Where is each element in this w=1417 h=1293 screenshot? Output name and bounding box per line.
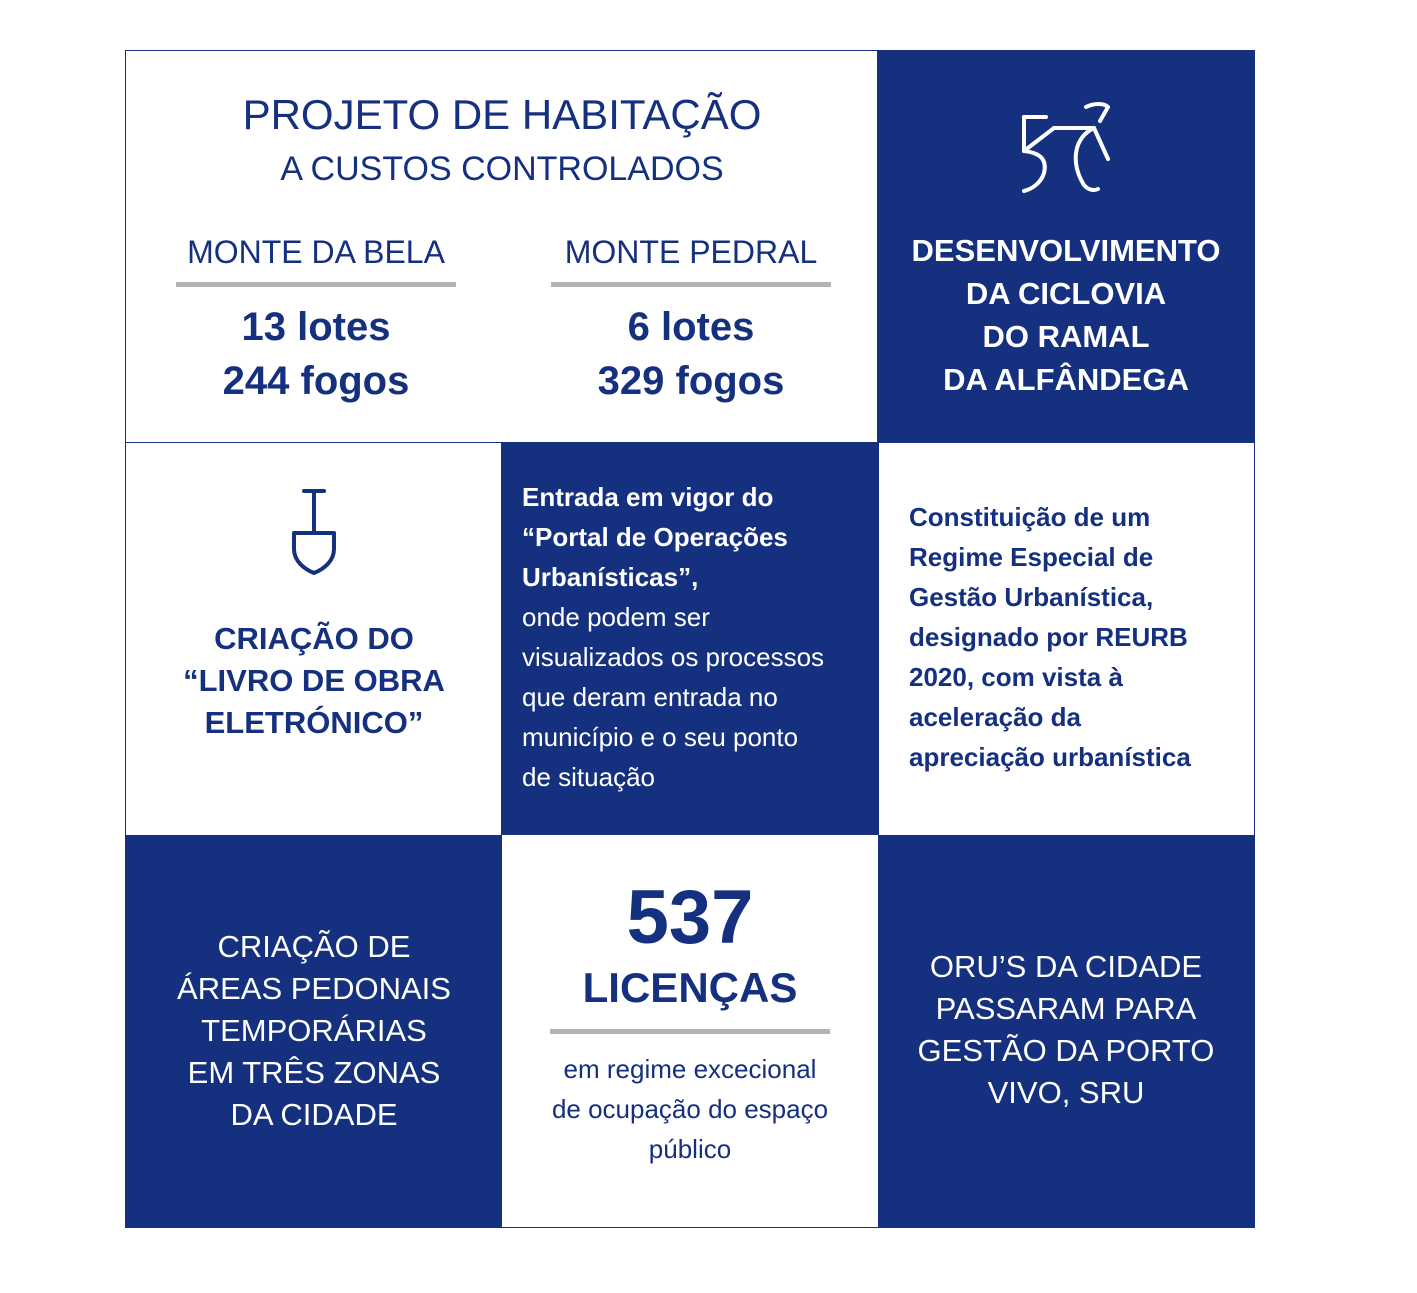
cycle-lane-line-1: DESENVOLVIMENTO <box>911 233 1221 268</box>
column-monte-pedral-name: MONTE PEDRAL <box>564 234 818 270</box>
divider-rule <box>176 282 456 287</box>
reurb-line-5: 2020, com vista à <box>909 662 1123 692</box>
licenses-line-1: em regime excecional <box>563 1054 817 1084</box>
reurb-line-4: designado por REURB <box>909 622 1188 652</box>
pedestrian-line-3: TEMPORÁRIAS <box>201 1013 427 1048</box>
urban-operations-portal-panel <box>502 443 878 835</box>
divider-rule <box>550 1029 830 1034</box>
reurb-line-7: apreciação urbanística <box>909 742 1191 772</box>
cycle-lane-line-3: DO RAMAL <box>982 319 1150 354</box>
cycle-lane-line-4: DA ALFÂNDEGA <box>943 362 1189 397</box>
portal-bold-line-3: Urbanísticas”, <box>522 562 699 592</box>
pedestrian-line-1: CRIAÇÃO DE <box>217 929 411 964</box>
monte-da-bela-lotes: 13 lotes <box>241 305 391 349</box>
pedestrian-line-5: DA CIDADE <box>230 1097 398 1132</box>
bicycle-icon <box>1014 101 1114 197</box>
reurb-regime-panel <box>878 443 1254 835</box>
oru-line-2: PASSARAM PARA <box>935 991 1197 1026</box>
divider-rule <box>551 282 831 287</box>
portal-line-5: de situação <box>522 762 655 792</box>
portal-line-3: que deram entrada no <box>522 682 778 712</box>
reurb-line-2: Regime Especial de <box>909 542 1154 572</box>
licenses-label: LICENÇAS <box>582 964 798 1011</box>
pedestrian-line-2: ÁREAS PEDONAIS <box>177 971 451 1006</box>
reurb-line-6: aceleração da <box>909 702 1082 732</box>
cycle-lane-panel <box>878 51 1254 443</box>
monte-pedral-lotes: 6 lotes <box>627 305 755 349</box>
logbook-line-1: CRIAÇÃO DO <box>214 621 414 656</box>
portal-bold-line-2: “Portal de Operações <box>522 522 788 552</box>
portal-line-4: município e o seu ponto <box>522 722 799 752</box>
portal-line-1: onde podem ser <box>522 602 710 632</box>
reurb-line-1: Constituição de um <box>909 502 1151 532</box>
licenses-line-2: de ocupação do espaço <box>551 1094 829 1124</box>
licenses-panel <box>502 835 878 1227</box>
oru-line-1: ORU’S DA CIDADE <box>929 949 1203 984</box>
licenses-number: 537 <box>626 875 754 960</box>
monte-da-bela-fogos: 244 fogos <box>222 359 410 403</box>
pedestrian-areas-panel <box>126 835 502 1227</box>
portal-bold-line-1: Entrada em vigor do <box>522 482 774 512</box>
housing-subtitle: A CUSTOS CONTROLADOS <box>280 150 724 188</box>
portal-line-2: visualizados os processos <box>522 642 825 672</box>
oru-panel <box>878 835 1254 1227</box>
housing-project-panel <box>126 51 878 443</box>
housing-title: PROJETO DE HABITAÇÃO <box>242 91 762 138</box>
infographic-grid <box>125 50 1255 1228</box>
reurb-line-3: Gestão Urbanística, <box>909 582 1154 612</box>
pedestrian-line-4: EM TRÊS ZONAS <box>187 1055 441 1090</box>
monte-pedral-fogos: 329 fogos <box>597 359 785 403</box>
oru-line-3: GESTÃO DA PORTO <box>917 1033 1215 1068</box>
cycle-lane-line-2: DA CICLOVIA <box>965 276 1167 311</box>
logbook-line-2: “LIVRO DE OBRA <box>183 663 445 698</box>
logbook-line-3: ELETRÓNICO” <box>204 705 424 740</box>
column-monte-da-bela-name: MONTE DA BELA <box>187 234 445 270</box>
electronic-logbook-panel <box>126 443 502 835</box>
licenses-line-3: público <box>648 1134 732 1164</box>
oru-line-4: VIVO, SRU <box>987 1075 1145 1110</box>
shovel-icon <box>288 487 340 577</box>
